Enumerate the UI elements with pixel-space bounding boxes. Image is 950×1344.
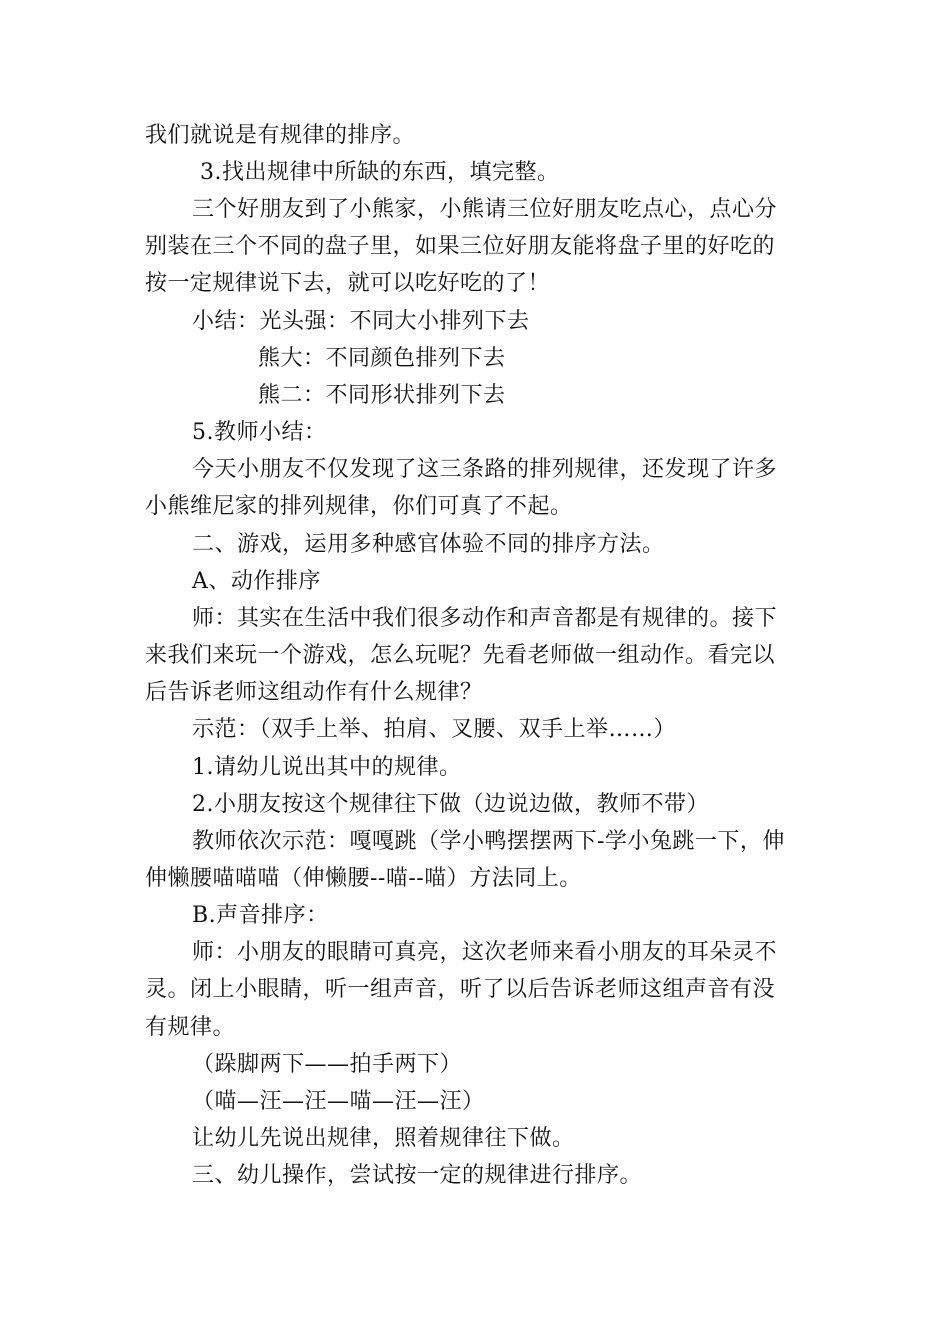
text-line: 教师依次示范：嘎嘎跳（学小鸭摆摆两下-学小兔跳一下，伸 <box>192 829 785 854</box>
text-line: 2.小朋友按这个规律往下做（边说边做，教师不带） <box>192 792 709 817</box>
text-line: 二、游戏，运用多种感官体验不同的排序方法。 <box>192 532 665 557</box>
text-line: 示范：（双手上举、拍肩、叉腰、双手上举……） <box>192 717 677 742</box>
text-line: 三个好朋友到了小熊家，小熊请三位好朋友吃点心，点心分 <box>192 197 778 222</box>
text-line: 熊大：不同颜色排列下去 <box>258 346 506 371</box>
text-line: 三、幼儿操作，尝试按一定的规律进行排序。 <box>192 1163 643 1188</box>
text-line: 让幼儿先说出规律，照着规律往下做。 <box>192 1126 575 1151</box>
text-line: 后告诉老师这组动作有什么规律？ <box>145 680 483 705</box>
text-line: 有规律。 <box>145 1015 236 1040</box>
text-line: 今天小朋友不仅发现了这三条路的排列规律，还发现了许多 <box>192 457 778 482</box>
text-line: 小熊维尼家的排列规律，你们可真了不起。 <box>145 494 573 519</box>
text-line: 熊二：不同形状排列下去 <box>258 383 506 408</box>
text-line: （喵—汪—汪—喵—汪—汪） <box>192 1089 485 1114</box>
text-line: 师：小朋友的眼睛可真亮，这次老师来看小朋友的耳朵灵不 <box>192 940 778 965</box>
text-line: A、动作排序 <box>192 569 321 594</box>
text-line: 1.请幼儿说出其中的规律。 <box>192 755 462 780</box>
text-line: 伸懒腰喵喵喵（伸懒腰--喵--喵）方法同上。 <box>145 866 582 891</box>
text-line: 5.教师小结： <box>192 420 327 445</box>
text-line: 来我们来玩一个游戏，怎么玩呢？先看老师做一组动作。看完以 <box>145 643 776 668</box>
text-line: 师：其实在生活中我们很多动作和声音都是有规律的。接下 <box>192 606 778 631</box>
text-line: 小结：光头强：不同大小排列下去 <box>192 309 530 334</box>
text-line: 我们就说是有规律的排序。 <box>145 123 416 148</box>
text-line: 别装在三个不同的盘子里，如果三位好朋友能将盘子里的好吃的 <box>145 234 776 259</box>
text-line: B.声音排序： <box>192 903 329 928</box>
text-line: 3.找出规律中所缺的东西，填完整。 <box>200 160 560 185</box>
text-line: 灵。闭上小眼睛，听一组声音，听了以后告诉老师这组声音有没 <box>145 977 776 1002</box>
text-line: 按一定规律说下去，就可以吃好吃的了！ <box>145 271 551 296</box>
text-line: （跺脚两下——拍手两下） <box>192 1052 463 1077</box>
